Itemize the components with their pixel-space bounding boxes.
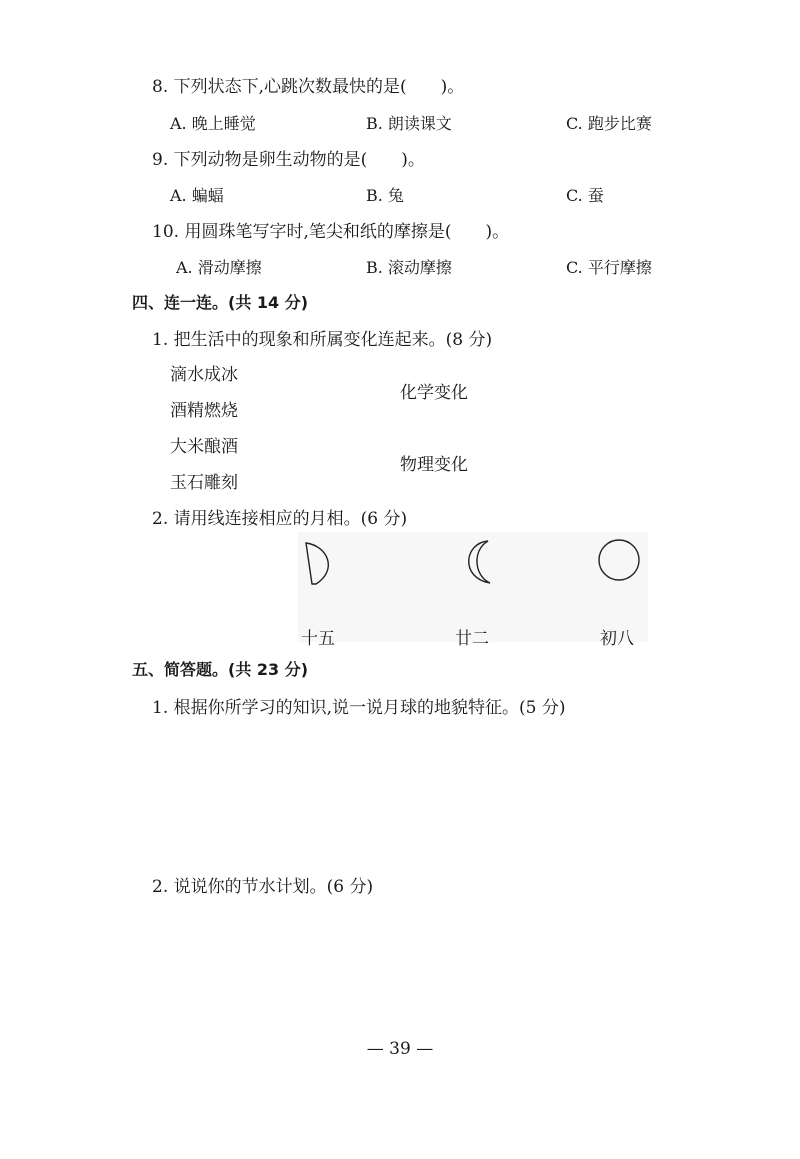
page-number: — 39 — (366, 1039, 434, 1059)
half-moon-icon[interactable] (298, 540, 338, 588)
answer-area-1[interactable] (152, 721, 652, 861)
phenomenon-item[interactable]: 滴水成冰 (170, 365, 238, 385)
matching-question-2-stem: 2. 请用线连接相应的月相。(6 分) (152, 509, 408, 529)
moon-phase-panel (298, 532, 648, 649)
question-8-option-b[interactable]: B. 朗读课文 (366, 114, 452, 133)
phenomenon-item[interactable]: 玉石雕刻 (170, 473, 238, 493)
question-10-stem: 10. 用圆珠笔写字时,笔尖和纸的摩擦是( )。 (152, 222, 510, 242)
matching-question-1-stem: 1. 把生活中的现象和所属变化连起来。(8 分) (152, 330, 493, 350)
change-type-physical[interactable]: 物理变化 (400, 455, 468, 475)
section-4-heading: 四、连一连。(共 14 分) (132, 293, 309, 312)
section-5-heading: 五、简答题。(共 23 分) (132, 660, 309, 679)
short-answer-question-2: 2. 说说你的节水计划。(6 分) (152, 877, 374, 897)
answer-area-2[interactable] (152, 900, 652, 1020)
question-9-option-c[interactable]: C. 蚕 (566, 186, 604, 205)
short-answer-question-1: 1. 根据你所学习的知识,说一说月球的地貌特征。(5 分) (152, 698, 566, 718)
moon-label-eighth[interactable]: 初八 (600, 629, 634, 649)
moon-label-fifteenth[interactable]: 十五 (301, 629, 335, 649)
question-8-stem: 8. 下列状态下,心跳次数最快的是( )。 (152, 77, 465, 97)
full-moon-icon[interactable] (596, 537, 642, 583)
moon-label-twenty-second[interactable]: 廿二 (455, 629, 489, 649)
question-10-option-a[interactable]: A. 滑动摩擦 (176, 258, 262, 277)
phenomenon-item[interactable]: 酒精燃烧 (170, 401, 238, 421)
change-type-chemical[interactable]: 化学变化 (400, 383, 468, 403)
question-10-option-b[interactable]: B. 滚动摩擦 (366, 258, 452, 277)
phenomenon-item[interactable]: 大米酿酒 (170, 437, 238, 457)
question-8-option-c[interactable]: C. 跑步比赛 (566, 114, 652, 133)
question-10-option-c[interactable]: C. 平行摩擦 (566, 258, 652, 277)
question-9-option-a[interactable]: A. 蝙蝠 (170, 186, 224, 205)
question-9-option-b[interactable]: B. 兔 (366, 186, 404, 205)
crescent-moon-icon[interactable] (458, 538, 500, 586)
question-8-option-a[interactable]: A. 晚上睡觉 (170, 114, 256, 133)
question-9-stem: 9. 下列动物是卵生动物的是( )。 (152, 150, 425, 170)
